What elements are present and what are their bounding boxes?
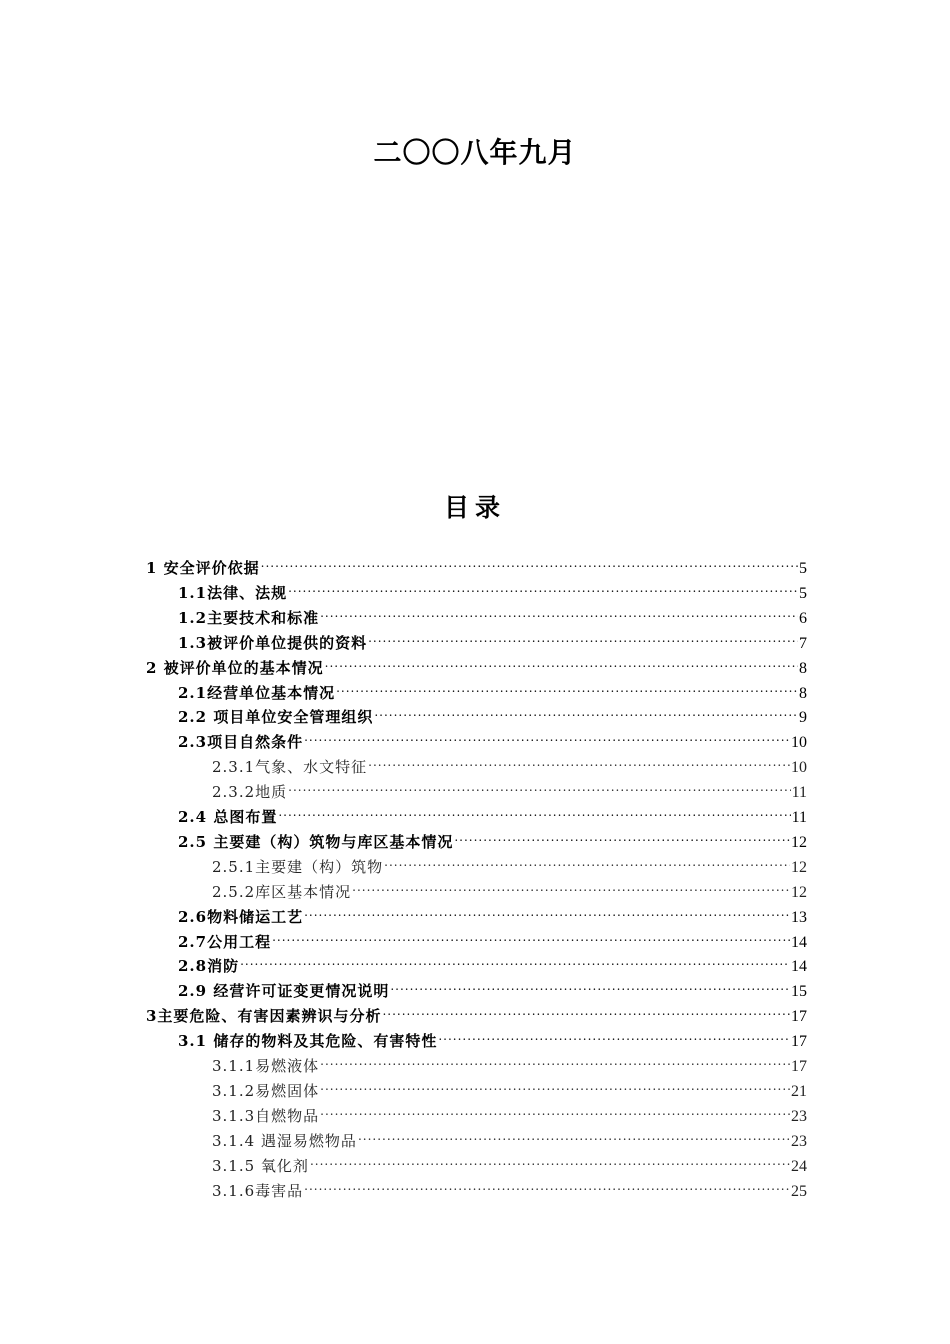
toc-dot-leader xyxy=(368,626,798,648)
toc-dot-leader xyxy=(374,700,798,722)
toc-entry-page: 11 xyxy=(791,809,807,826)
toc-entry[interactable] xyxy=(146,651,807,677)
toc-entry-title: 2.5.1主要建（构）筑物 xyxy=(212,857,384,876)
toc-dot-leader xyxy=(240,949,790,971)
toc-dot-leader xyxy=(288,775,790,797)
toc-dot-leader xyxy=(320,1049,790,1071)
toc-entry-page: 17 xyxy=(791,1033,807,1051)
toc-entry[interactable] xyxy=(212,750,807,777)
toc-entry[interactable] xyxy=(178,626,807,652)
toc-entry[interactable] xyxy=(178,900,807,926)
toc-entry-page: 21 xyxy=(791,1082,807,1100)
toc-dot-leader xyxy=(384,850,790,872)
toc-dot-leader xyxy=(304,1174,790,1196)
toc-entry[interactable] xyxy=(212,875,807,901)
toc-entry-page: 5 xyxy=(799,560,807,577)
toc-entry[interactable] xyxy=(178,825,807,851)
toc-entry-title: 3.1.2易燃固体 xyxy=(212,1081,320,1100)
toc-entry-page: 10 xyxy=(791,759,807,777)
toc-entry[interactable] xyxy=(178,676,807,702)
toc-entry[interactable] xyxy=(178,925,807,951)
toc-entry-title: 2.8消防 xyxy=(178,957,240,976)
toc-entry-page: 14 xyxy=(791,933,807,951)
toc-entry[interactable] xyxy=(178,700,807,727)
toc-dot-leader xyxy=(336,676,798,698)
toc-entry-title: 1.2主要技术和标准 xyxy=(178,608,320,627)
toc-entry-page: 13 xyxy=(791,908,807,926)
toc-entry-page: 23 xyxy=(791,1132,807,1150)
toc-entry-page: 17 xyxy=(791,1058,807,1075)
toc-entry-page: 11 xyxy=(791,784,807,802)
toc-entry[interactable] xyxy=(212,1049,807,1075)
toc-entry-page: 6 xyxy=(799,609,807,627)
toc-entry[interactable] xyxy=(212,1124,807,1150)
toc-entry-page: 15 xyxy=(791,983,807,1001)
cover-date: 二〇〇八年九月 xyxy=(373,136,577,169)
toc-dot-leader xyxy=(272,925,790,947)
toc-dot-leader xyxy=(288,576,798,598)
toc-entry-page: 7 xyxy=(799,634,807,652)
toc-entry-title: 1 安全评价依据 xyxy=(146,559,260,577)
toc-dot-leader xyxy=(382,999,790,1021)
toc-entry-title: 1.1法律、法规 xyxy=(178,583,288,602)
toc-dot-leader xyxy=(438,1024,790,1046)
toc-dot-leader xyxy=(304,900,790,922)
toc-entry-title: 3主要危险、有害因素辨识与分析 xyxy=(146,1007,382,1026)
toc-entry-title: 2.1经营单位基本情况 xyxy=(178,683,336,702)
toc-entry[interactable] xyxy=(178,949,807,976)
toc-entry-page: 8 xyxy=(799,684,807,702)
toc-entry-title: 2.4 总图布置 xyxy=(178,808,278,826)
toc-entry-title: 3.1.6毒害品 xyxy=(212,1181,304,1200)
toc-entry[interactable] xyxy=(212,1149,807,1175)
toc-entry[interactable] xyxy=(178,800,807,826)
toc-entry-page: 10 xyxy=(791,734,807,752)
toc-entry-title: 3.1.4 遇湿易燃物品 xyxy=(212,1131,357,1150)
toc-entry[interactable] xyxy=(178,576,807,602)
toc-entry[interactable] xyxy=(146,999,807,1026)
toc-entry-title: 2.7公用工程 xyxy=(178,932,272,951)
toc-entry[interactable] xyxy=(178,725,807,752)
toc-entry-page: 12 xyxy=(791,883,807,901)
toc-entry-title: 1.3被评价单位提供的资料 xyxy=(178,633,368,652)
toc-entry-title: 2.9 经营许可证变更情况说明 xyxy=(178,982,390,1001)
toc-entry-title: 3.1 储存的物料及其危险、有害特性 xyxy=(178,1032,438,1051)
toc-entry-title: 2.5.2库区基本情况 xyxy=(212,882,352,901)
toc-entry[interactable] xyxy=(212,1174,807,1200)
toc-dot-leader xyxy=(358,1124,790,1146)
toc-dot-leader xyxy=(261,551,798,573)
toc-entry-page: 14 xyxy=(791,958,807,976)
toc-entry[interactable] xyxy=(146,551,807,577)
toc-entry[interactable] xyxy=(212,1099,807,1125)
toc-entry-page: 12 xyxy=(791,833,807,851)
toc-entry-title: 3.1.1易燃液体 xyxy=(212,1057,320,1075)
toc-entry[interactable] xyxy=(178,1024,807,1051)
toc-entry-title: 2.3项目自然条件 xyxy=(178,733,304,752)
toc-entry[interactable] xyxy=(212,1074,807,1100)
toc-entry-page: 23 xyxy=(791,1107,807,1125)
toc-entry[interactable] xyxy=(212,775,807,802)
toc-entry[interactable] xyxy=(212,850,807,876)
toc-entry-page: 17 xyxy=(791,1008,807,1026)
toc-entry-title: 2 被评价单位的基本情况 xyxy=(146,658,324,677)
toc-entry-title: 3.1.5 氧化剂 xyxy=(212,1156,309,1175)
toc-entry-page: 9 xyxy=(799,709,807,727)
toc-entry-page: 12 xyxy=(791,858,807,876)
toc-dot-leader xyxy=(454,825,790,847)
toc-entry-title: 2.3.1气象、水文特征 xyxy=(212,758,368,777)
toc-heading: 目录 xyxy=(443,493,506,522)
toc-dot-leader xyxy=(325,651,798,673)
toc-entry-title: 2.5 主要建（构）筑物与库区基本情况 xyxy=(178,832,454,851)
toc-entry[interactable] xyxy=(178,601,807,627)
toc-entry-page: 8 xyxy=(799,659,807,677)
toc-entry-title: 3.1.3自燃物品 xyxy=(212,1106,320,1125)
toc-dot-leader xyxy=(278,800,790,822)
toc-entry-page: 5 xyxy=(799,584,807,602)
toc-dot-leader xyxy=(310,1149,790,1171)
toc-entry-title: 2.6物料储运工艺 xyxy=(178,907,304,926)
toc-dot-leader xyxy=(368,750,790,772)
toc-dot-leader xyxy=(320,601,798,623)
toc-entry[interactable] xyxy=(178,974,807,1001)
toc-dot-leader xyxy=(320,1074,790,1096)
toc-dot-leader xyxy=(320,1099,790,1121)
toc-dot-leader xyxy=(390,974,790,996)
toc-entry-page: 25 xyxy=(791,1182,807,1200)
toc-entry-title: 2.3.2地质 xyxy=(212,783,288,802)
toc-dot-leader xyxy=(352,875,790,897)
toc-dot-leader xyxy=(304,725,790,747)
toc-entry-title: 2.2 项目单位安全管理组织 xyxy=(178,708,374,727)
toc-entry-page: 24 xyxy=(791,1157,807,1175)
